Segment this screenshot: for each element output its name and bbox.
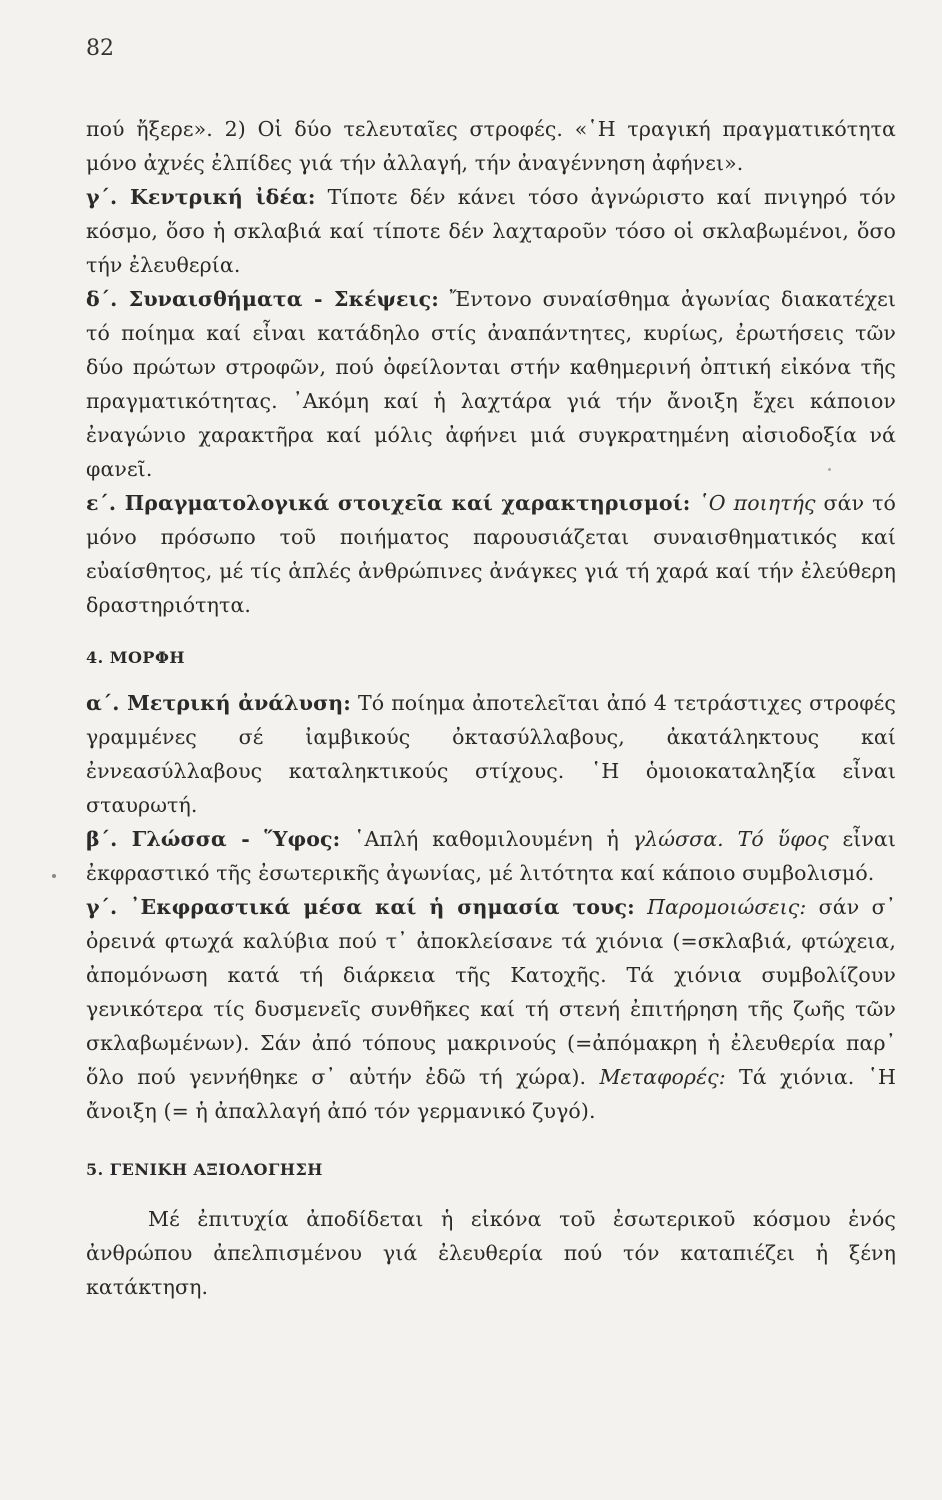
heading-evaluation: 5. ΓΕΝΙΚΗ ΑΞΙΟΛΟΓΗΣΗ [86,1160,323,1179]
paragraph-metric [86,686,896,822]
paragraph-elements [86,486,896,622]
text-elements: σάν τό μόνο πρόσωπο τοῦ ποιήματος παρουσιάζεται συναισθηματικός καί εὐαίσθητος, μέ τίς ἁπλές ἀνθρώπινες ἀνάγκες γιά τή χαρά καί τήν ἐλεύθερη δραστηριότητα. [86,491,897,617]
italic-similes: Παρομοιώσεις: [634,895,807,919]
paragraph-intro: πού ἤξερε». 2) Οἱ δύο τελευταῖες στροφές. «῾Η τραγική πραγματικότητα μόνο ἀχνές ἐλπίδες γιά τήν ἀλλαγή, τήν ἀναγέννηση ἀφήνει». [86,117,896,175]
label-emotions: δ΄. Συναισθήματα - Σκέψεις: [86,287,439,311]
text-central-idea: Τίποτε δέν κάνει τόσο ἀγνώριστο καί πνιγηρό τόν κόσμο, ὅσο ἡ σκλαβιά καί τίποτε δέν λαχταροῦν τόσο οἱ σκλαβωμένοι, ὅσο τήν ἐλευθερία. [86,185,896,277]
paragraph-evaluation: Μέ ἐπιτυχία ἀποδίδεται ἡ εἰκόνα τοῦ ἐσωτερικοῦ κόσμου ἑνός ἀνθρώπου ἀπελπισμένου γιά ἐλευθερία πού τόν καταπιέζει ἡ ξένη κατάκτηση. [86,1207,896,1299]
text-language-2: εἶναι ἐκφραστικό τῆς ἐσωτερικῆς ἀγωνίας, μέ λιτότητα καί κάποιο συμβολισμό. [86,827,897,885]
paragraph-emotions [86,282,896,486]
italic-poet: ῾Ο ποιητής [690,491,816,515]
print-speck [52,874,56,878]
paragraph-language [86,822,896,890]
text-expressive-2: Τά χιόνια. ῾Η ἄνοιξη (= ἡ ἀπαλλαγή ἀπό τόν γερμανικό ζυγό). [86,1065,896,1123]
paragraph-central-idea [86,180,896,282]
label-expressive: γ΄. ᾿Εκφραστικά μέσα καί ἡ σημασία τους: [86,895,635,919]
print-speck [828,468,831,471]
label-elements: ε΄. Πραγματολογικά στοιχεῖα καί χαρακτηρισμοί: [86,491,691,515]
text-metric: Τό ποίημα ἀποτελεῖται ἀπό 4 τετράστιχες στροφές γραμμένες σέ ἰαμβικούς ὀκτασύλλαβους, ἀκατάληκτους καί ἐννεασύλλαβους καταληκτικούς στίχους. ῾Η ὁμοιοκαταληξία εἶναι σταυρωτή. [86,691,896,817]
italic-language: γλώσσα. Τό ὕφος [632,827,829,851]
label-central-idea: γ΄. Κεντρική ἰδέα: [86,185,316,209]
text-expressive-1: σάν σ᾿ ὀρεινά φτωχά καλύβια πού τ᾿ ἀποκλείσανε τά χιόνια (=σκλαβιά, φτώχεια, ἀπομόνωση κατά τή διάρκεια τῆς Κατοχῆς. Τά χιόνια συμβολίζουν γενικότερα τίς δυσμενεῖς συνθῆκες καί τή στενή ἐπιτήρηση τῆς ζωῆς τῶν σκλαβωμένων). Σάν ἀπό τόπους μακρινούς (=ἀπόμακρη ἡ ἐλευθερία παρ᾿ ὅλο πού γεννήθηκε σ᾿ αὐτήν ἐδῶ τή χώρα). [86,895,897,1089]
text-emotions: Ἔντονο συναίσθημα ἀγωνίας διακατέχει τό ποίημα καί εἶναι κατάδηλο στίς ἀναπάντητες, κυρίως, ἐρωτήσεις τῶν δύο πρώτων στροφῶν, πού ὀφείλονται στήν καθημερινή ὀπτική εἰκόνα τῆς πραγματικότητας. ᾿Ακόμη καί ἡ λαχτάρα γιά τήν ἄνοιξη ἔχει κάποιον ἐναγώνιο χαρακτῆρα καί μόλις ἀφήνει μιά συγκρατημένη αἰσιοδοξία νά φανεῖ. [86,287,896,481]
label-metric: α΄. Μετρική ἀνάλυση: [86,691,351,715]
heading-form: 4. ΜΟΡΦΗ [86,648,186,667]
page-content [86,112,896,1304]
label-language: β΄. Γλώσσα - Ὕφος: [86,827,341,851]
text-language-1: ῾Απλή καθομιλουμένη ἡ [340,827,633,851]
paragraph-expressive [86,890,896,1128]
italic-metaphors: Μεταφορές: [586,1065,726,1089]
page-number: 82 [86,36,114,61]
